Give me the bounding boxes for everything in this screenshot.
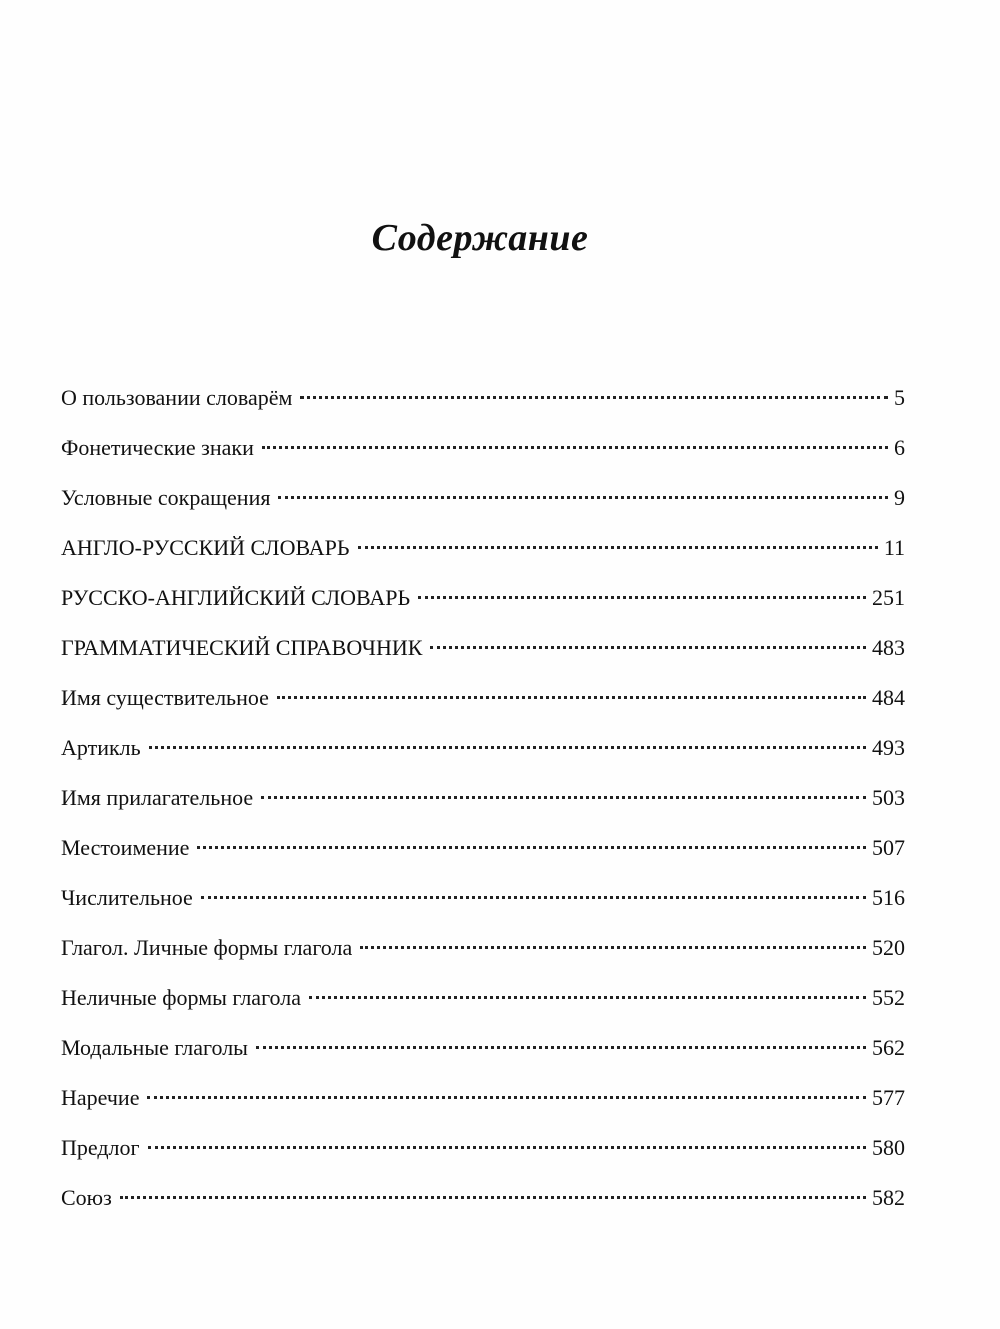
toc-entry-label: АНГЛО-РУССКИЙ СЛОВАРЬ [61, 535, 350, 560]
toc-entry-label: ГРАММАТИЧЕСКИЙ СПРАВОЧНИК [61, 635, 423, 660]
toc-dot-leader [358, 546, 878, 549]
toc-entry-label: Глагол. Личные формы глагола [61, 935, 353, 960]
toc-entry [61, 678, 905, 728]
toc-dot-leader [430, 646, 866, 649]
toc-entry-page: 484 [872, 685, 905, 710]
toc-entry [61, 1128, 905, 1178]
toc-dot-leader [360, 946, 866, 949]
toc-entry-page: 6 [894, 435, 905, 460]
toc-entry-page: 5 [894, 385, 905, 410]
toc-entry-label: Артикль [61, 735, 141, 760]
toc-dot-leader [147, 1096, 866, 1099]
toc-entry [61, 1078, 905, 1128]
page-title: Содержание [371, 217, 589, 259]
toc-entry-page: 493 [872, 735, 905, 760]
toc-entry [61, 478, 905, 528]
toc-dot-leader [197, 846, 866, 849]
toc-dot-leader [149, 746, 866, 749]
toc-entry [61, 1178, 905, 1228]
toc-entry-page: 507 [872, 835, 905, 860]
toc-dot-leader [277, 696, 866, 699]
toc-dot-leader [256, 1046, 866, 1049]
toc-entry-page: 552 [872, 985, 905, 1010]
toc-entry-page: 577 [872, 1085, 905, 1110]
toc-entry [61, 1028, 905, 1078]
toc-entry [61, 878, 905, 928]
toc-entry-label: Имя прилагательное [61, 785, 254, 810]
toc-entry [61, 778, 905, 828]
toc-entry-page: 580 [872, 1135, 905, 1160]
toc-dot-leader [201, 896, 866, 899]
toc-entry [61, 528, 905, 578]
toc-entry [61, 728, 905, 778]
toc-entry-page: 483 [872, 635, 905, 660]
toc-dot-leader [278, 496, 888, 499]
toc-entry-page: 520 [872, 935, 905, 960]
toc-entry [61, 378, 905, 428]
toc-entry-label: Союз [61, 1185, 112, 1210]
toc-entry [61, 428, 905, 478]
toc-dot-leader [300, 396, 888, 399]
toc-entry [61, 978, 905, 1028]
toc-entry-page: 251 [872, 585, 905, 610]
toc-entry-label: Неличные формы глагола [61, 985, 301, 1010]
table-of-contents [61, 378, 905, 1228]
toc-entry-label: РУССКО-АНГЛИЙСКИЙ СЛОВАРЬ [61, 585, 411, 610]
toc-entry-page: 582 [872, 1185, 905, 1210]
toc-dot-leader [309, 996, 866, 999]
toc-dot-leader [120, 1196, 866, 1199]
toc-entry-label: Предлог [61, 1135, 140, 1160]
toc-entry [61, 828, 905, 878]
toc-entry-label: Условные сокращения [61, 485, 271, 510]
toc-entry-label: Модальные глаголы [61, 1035, 248, 1060]
toc-dot-leader [418, 596, 866, 599]
toc-entry [61, 628, 905, 678]
toc-entry-page: 11 [883, 535, 905, 560]
toc-dot-leader [262, 446, 888, 449]
toc-entry-label: Числительное [61, 885, 193, 910]
toc-entry-label: Наречие [61, 1085, 140, 1110]
toc-entry-page: 9 [894, 485, 905, 510]
toc-entry-label: О пользовании словарём [61, 385, 293, 410]
toc-dot-leader [261, 796, 866, 799]
toc-entry-page: 562 [872, 1035, 905, 1060]
toc-dot-leader [148, 1146, 866, 1149]
toc-entry-label: Местоимение [61, 835, 190, 860]
toc-entry-page: 503 [872, 785, 905, 810]
toc-entry-label: Имя существительное [61, 685, 269, 710]
toc-entry-label: Фонетические знаки [61, 435, 254, 460]
toc-entry [61, 928, 905, 978]
toc-entry-page: 516 [872, 885, 905, 910]
toc-entry [61, 578, 905, 628]
